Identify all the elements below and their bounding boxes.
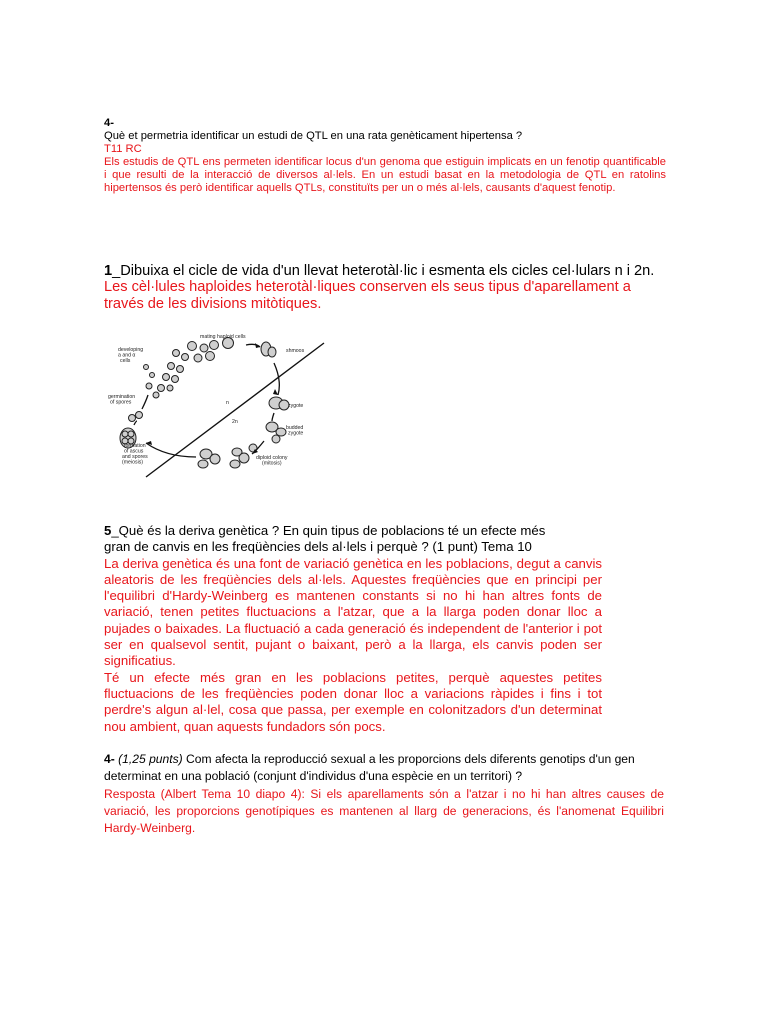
question-text [104,751,664,786]
developing-label: developing a and α cells [118,347,144,364]
answer-text: Les cèl·lules haploides heterotàl·liques conserven els seus tipus d'aparellament a través de les divisions mitòtiques. [104,279,631,312]
shmoos-label: shmoos [286,348,305,354]
question-number: 4- [104,752,115,766]
haploid-cells [144,338,234,399]
budded-zygote-label: budded zygote [286,425,304,437]
arrow-path [272,413,274,421]
arrow-path [142,395,148,409]
question-block-drift [104,523,602,735]
mating-label: mating haploid cells [200,334,246,340]
question-block-yeast [104,263,664,312]
shmoo-cells [261,342,276,357]
question-text [104,263,664,279]
question-body: _Dibuixa el cicle de vida d'un llevat heterotàl·lic i esmenta els cicles cel·lulars n i 2n. [112,263,655,279]
yeast-life-cycle-figure [106,331,328,481]
budded-zygote-cells [266,422,286,443]
question-text: Què et permetria identificar un estudi de QTL en una rata genèticament hipertensa ? [104,130,523,142]
question-body: _Què és la deriva genètica ? En quin tipus de poblacions té un efecte més gran de canvis en les freqüències dels al·lels i perquè ? (1 punt) Tema 10 [104,523,546,555]
formation-label: formation of ascus and spores (meiosis) [122,443,148,466]
question-block-qtl [104,117,666,195]
germination-label: germination of spores [108,394,136,406]
question-number: 5 [104,523,112,538]
arrow-path [134,421,137,425]
yeast-life-cycle-diagram [106,331,328,481]
question-number: 1 [104,263,113,279]
question-body: Com afecta la reproducció sexual a les proporcions dels diferents genotips d'un gen determinat en una població (conjunt d'individus d'una espècie en un territori) ? [104,752,635,784]
question-block-hardy-weinberg [104,751,664,837]
zygote-cell [269,397,289,410]
answer-paragraph-2: Té un efecte més gran en les poblacions petites, perquè aquestes petites fluctuacions de les freqüències poden donar lloc a variacions ràpides i fins i tot perdre's algun al·lel, cosa que passa, per exemple en colonitzadors d'un determinat nou ambient, quan aquests fundadors són pocs. [104,669,602,734]
diploid-colony-cells [198,444,257,468]
2n-label: 2n [232,419,238,425]
n-label: n [226,400,229,406]
diploid-colony-label: diploid colony (mitosis) [256,455,288,467]
question-points: (1,25 punts) [118,752,183,766]
question-number: 4- [104,117,114,129]
answer-text: Els estudis de QTL ens permeten identificar locus d'un genoma que estiguin implicats en un fenotip quantificable i que resulti de la interacció de diversos al·lels. En un estudi basat en la metodologia de QTL en ratolins hipertensos és però identificar aquells QTLs, constituïts per un o més al·lels, causants d'aquest fenotip. [104,156,666,194]
answer-paragraph-1: La deriva genètica és una font de variació genètica en les poblacions, degut a canvis aleatoris de les freqüències dels al·lels. Aquestes freqüències que en principi per l'equilibri d'Hardy-Weinberg es mantenen constants si no hi han altres fonts de variació, tenen petites fluctuacions a l'atzar, que a la llarga poden donar lloc a pujades o baixades. La fluctuació a cada generació és independent de l'anterior i pot ser en qualsevol sentit, pujant o baixant, però a la llarga, els canvis poden ser significatius. [104,555,602,669]
reference-tag: T11 RC [104,143,142,155]
question-text [104,523,574,556]
answer-text: Resposta (Albert Tema 10 diapo 4): Si els aparellaments són a l'atzar i no hi han altres causes de variació, les proporcions genotípiques es mantenen al llarg de generacions, és l'anomenat Equilibri Hardy-Weinberg. [104,786,664,836]
zygote-label: zygote [288,403,304,409]
